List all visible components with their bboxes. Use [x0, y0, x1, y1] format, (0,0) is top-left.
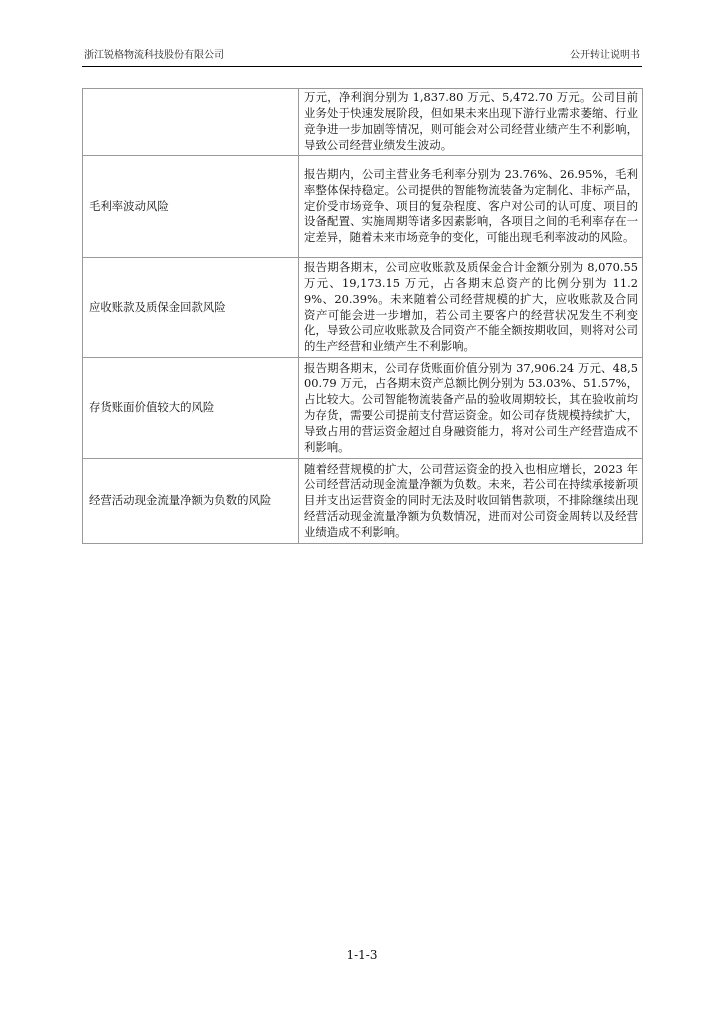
risk-name-cell: 经营活动现金流量净额为负数的风险 — [83, 459, 299, 544]
risk-name-cell — [83, 89, 299, 156]
risk-description-cell: 报告期各期末，公司存货账面价值分别为 37,906.24 万元、48,500.79 万元，占各期末资产总额比例分别为 53.03%、51.57%，占比较大。公司智能物流装备产品的验收周期较长，其在验收前均为存货，需要公司提前支付营运资金。如公司存货规模持续扩大，导致占用的营运资金超过自身融资能力，将对公司生产经营造成不利影响。 — [299, 358, 643, 459]
table-row — [83, 459, 643, 544]
risk-description-cell: 万元，净利润分别为 1,837.80 万元、5,472.70 万元。公司目前业务处于快速发展阶段，但如果未来出现下游行业需求萎缩、行业竞争进一步加剧等情况，则可能会对公司经营业绩产生不利影响，导致公司经营业绩发生波动。 — [299, 89, 643, 156]
risk-description-cell: 报告期各期末，公司应收账款及质保金合计金额分别为 8,070.55 万元、19,173.15 万元，占各期末总资产的比例分别为 11.29%、20.39%。未来随着公司经营规模的扩大，应收账款及合同资产可能会进一步增加，若公司主要客户的经营状况发生不利变化，导致公司应收账款及合同资产不能全额按期收回，则将对公司的生产经营和业绩产生不利影响。 — [299, 258, 643, 358]
risk-table — [82, 88, 643, 544]
page-header — [82, 48, 642, 67]
risk-description-cell: 报告期内，公司主营业务毛利率分别为 23.76%、26.95%，毛利率整体保持稳定。公司提供的智能物流装备为定制化、非标产品，定价受市场竞争、项目的复杂程度、客户对公司的认可度、项目的设备配置、实施周期等诸多因素影响，各项目之间的毛利率存在一定差异，随着未来市场竞争的变化，可能出现毛利率波动的风险。 — [299, 156, 643, 258]
table-row — [83, 358, 643, 459]
risk-name-cell: 毛利率波动风险 — [83, 156, 299, 258]
table-row — [83, 258, 643, 358]
table-row — [83, 89, 643, 156]
risk-description-cell: 随着经营规模的扩大，公司营运资金的投入也相应增长，2023 年公司经营活动现金流量净额为负数。未来，若公司在持续承接新项目并支出运营资金的同时无法及时收回销售款项，不排除继续出现经营活动现金流量净额为负数情况，进而对公司资金周转以及经营业绩造成不利影响。 — [299, 459, 643, 544]
table-row — [83, 156, 643, 258]
header-company-name: 浙江锐格物流科技股份有限公司 — [84, 50, 224, 61]
page-number: 1-1-3 — [346, 948, 378, 962]
risk-name-cell: 应收账款及质保金回款风险 — [83, 258, 299, 358]
header-document-type: 公开转让说明书 — [570, 50, 640, 61]
risk-name-cell: 存货账面价值较大的风险 — [83, 358, 299, 459]
